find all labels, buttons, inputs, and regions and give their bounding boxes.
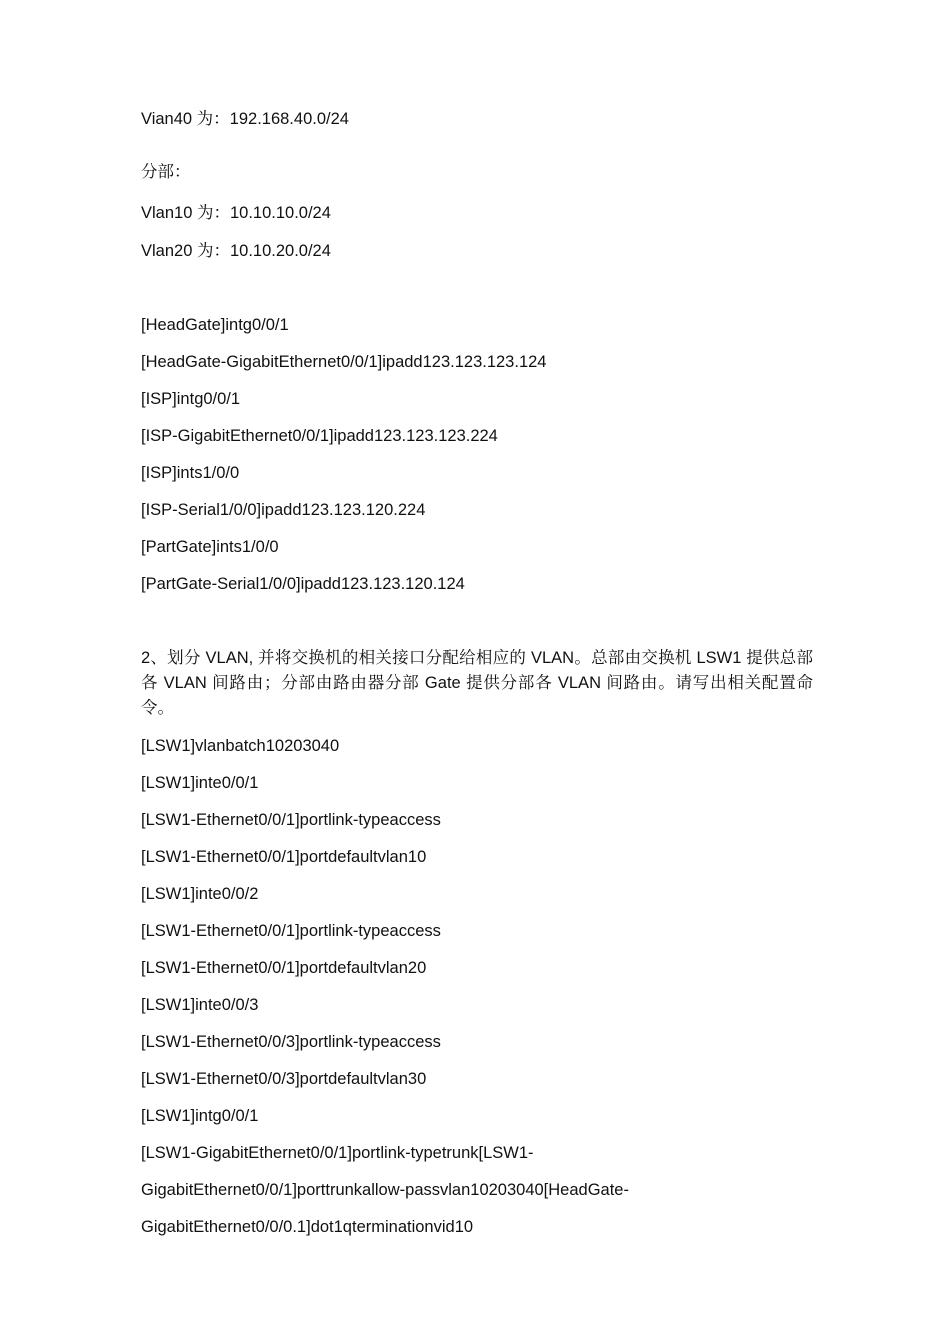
- ip-command-line: [ISP]ints1/0/0: [141, 464, 240, 482]
- question-2-paragraph: 2、划分 VLAN, 并将交换机的相关接口分配给相应的 VLAN。总部由交换机 LSW1 提供总部各 VLAN 间路由；分部由路由器分部 Gate 提供分部各 VLAN 间路由。请写出相关配置命令。: [141, 649, 813, 717]
- branch-vlan10-line: Vlan10 为：10.10.10.0/24: [141, 204, 331, 222]
- vlan-command-line: [LSW1]vlanbatch10203040: [141, 737, 340, 755]
- ip-command-line: [PartGate-Serial1/0/0]ipadd123.123.120.124: [141, 575, 465, 593]
- ip-command-line: [HeadGate]intg0/0/1: [141, 316, 289, 334]
- ip-command-line: [ISP-GigabitEthernet0/0/1]ipadd123.123.123.224: [141, 427, 498, 445]
- vlan-command-line: GigabitEthernet0/0/0.1]dot1qterminationvid10: [141, 1218, 474, 1236]
- vlan-command-line: [LSW1]inte0/0/3: [141, 996, 259, 1014]
- ip-command-line: [ISP-Serial1/0/0]ipadd123.123.120.224: [141, 501, 426, 519]
- vlan-command-line: [LSW1]inte0/0/1: [141, 774, 259, 792]
- ip-command-line: [HeadGate-GigabitEthernet0/0/1]ipadd123.123.123.124: [141, 353, 547, 371]
- branch-vlan20-line: Vlan20 为：10.10.20.0/24: [141, 242, 331, 260]
- vlan-command-line: [LSW1]intg0/0/1: [141, 1107, 259, 1125]
- vlan-command-line: GigabitEthernet0/0/1]porttrunkallow-passvlan10203040[HeadGate-: [141, 1181, 629, 1199]
- ip-command-line: [ISP]intg0/0/1: [141, 390, 241, 408]
- vlan-command-line: [LSW1]inte0/0/2: [141, 885, 259, 903]
- vlan-command-line: [LSW1-Ethernet0/0/3]portlink-typeaccess: [141, 1033, 441, 1051]
- branch-heading: 分部：: [141, 162, 191, 181]
- vlan-command-line: [LSW1-Ethernet0/0/1]portlink-typeaccess: [141, 922, 441, 940]
- vlan-command-line: [LSW1-Ethernet0/0/3]portdefaultvlan30: [141, 1070, 427, 1088]
- vlan-command-line: [LSW1-GigabitEthernet0/0/1]portlink-typetrunk[LSW1-: [141, 1144, 534, 1162]
- vlan-command-line: [LSW1-Ethernet0/0/1]portdefaultvlan10: [141, 848, 427, 866]
- ip-command-line: [PartGate]ints1/0/0: [141, 538, 279, 556]
- vlan-command-line: [LSW1-Ethernet0/0/1]portlink-typeaccess: [141, 811, 441, 829]
- vlan-command-line: [LSW1-Ethernet0/0/1]portdefaultvlan20: [141, 959, 427, 977]
- vlan40-line: Vian40 为：192.168.40.0/24: [141, 110, 349, 128]
